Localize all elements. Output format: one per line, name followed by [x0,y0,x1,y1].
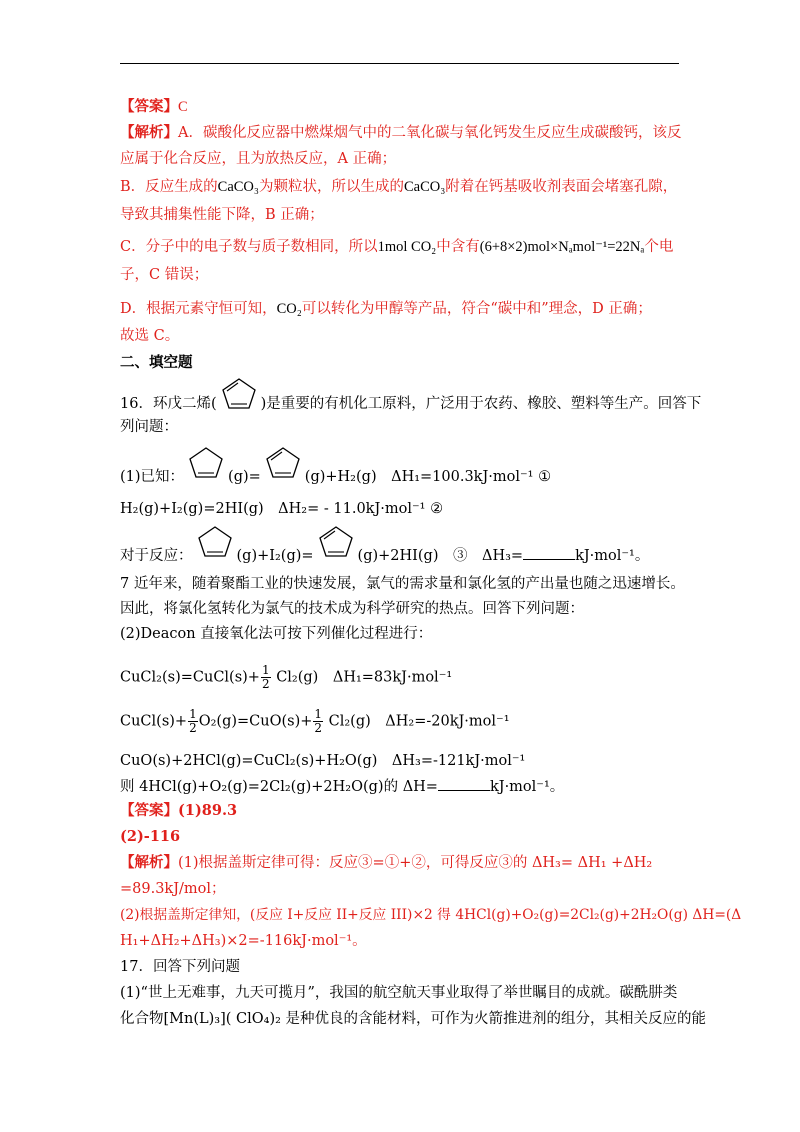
section-title: 二、填空题 [120,354,193,371]
fraction-one-half: $\frac{1}{2}$ [189,707,197,735]
q16-analysis-line1: 【解析】(1)根据盖斯定律可得：反应③=①+②，可得反应③的 ΔH₃= ΔH₁ +ΔH₂ [120,854,653,871]
answer-blank[interactable] [438,776,490,791]
cyclopentadiene-structure-icon [217,375,261,419]
q16-analysis-line3: (2)根据盖斯定律知，(反应 I+反应 II+反应 III)×2 得 4HCl(g)+O₂(g)=2Cl₂(g)+2H₂O(g) ΔH=(Δ [120,907,742,923]
q17-stem: 17．回答下列问题 [120,959,240,975]
q15-answer-line [120,97,188,117]
analysis-tag: 【解析】 [120,124,178,141]
q16-stem-line2: 列问题： [120,419,178,435]
cyclopentene-structure-icon [184,444,228,488]
cyclopentadiene-structure-icon [314,523,358,567]
formula-co2: CO₂ [276,301,302,317]
q16-stem-line1: 16．环戊二烯( )是重要的有机化工原料，广泛用于农药、橡胶、塑料等生产。回答下 [120,389,701,419]
q16-answer-line2: (2)-116 [120,828,181,845]
q16-eq3: 对于反应： (g)+I₂(g)= (g)+2HI(g) ③ ΔH₃= kJ·mol⁻¹。 [120,545,649,567]
fraction-one-half: $\frac{1}{2}$ [261,663,270,691]
answer-blank[interactable] [523,545,575,560]
q16-eq2: H₂(g)+I₂(g)=2HI(g) ΔH₂= - 11.0kJ·mol⁻¹ ② [120,501,444,517]
answer-tag: 【答案】 [120,802,178,819]
q15-analysis-line6: 子，C 错误； [120,267,209,283]
cyclopentene-structure-icon [193,523,237,567]
formula-caco3: CaCO₃ [217,179,259,195]
header-rule [120,63,679,64]
q15-analysis-line4: 导致其捕集性能下降，B 正确； [120,207,324,223]
q15-conclusion: 故选 C。 [120,328,180,344]
q16-deacon-eq1: CuCl₂(s)=CuCl(s)+ $\frac{1}{2}$ Cl₂(g) ΔH₁=83kJ·mol⁻¹ [120,663,453,691]
q15-option-c: C．分子中的电子数与质子数相同，所以1mol CO₂中含有(6+8×2)mol×Nₐmol⁻¹=22Nₐ个电 [120,239,674,255]
fraction-one-half: $\frac{1}{2}$ [314,707,323,735]
q17-part1-line1: (1)“世上无难事，九天可揽月”，我国的航空航天事业取得了举世瞩目的成就。碳酰肼类 [120,985,678,1001]
q15-option-d: D．根据元素守恒可知，CO₂可以转化为甲醇等产品，符合“碳中和”理念，D 正确； [120,301,652,317]
cyclopentadiene-structure-icon [261,444,305,488]
q16-deacon-eq3: CuO(s)+2HCl(g)=CuCl₂(s)+H₂O(g) ΔH₃=-121kJ·mol⁻¹ [120,753,526,769]
formula-caco3: CaCO₃ [403,179,446,195]
formula-co2-mol: 1mol CO₂ [377,239,437,255]
answer-tag: 【答案】 [120,98,178,115]
q16-intro-line1: 7 近年来，随着聚酯工业的快速发展，氯气的需求量和氯化氢的产出量也随之迅速增长。 [120,576,685,592]
q15-analysis-line2: 应属于化合反应，且为放热反应，A 正确； [120,151,397,167]
q16-intro-line2: 因此，将氯化氢转化为氯气的技术成为科学研究的热点。回答下列问题： [120,601,584,617]
q17-part1-line2: 化合物[Mn(L)₃]( ClO₄)₂ 是种优良的含能材料，可作为火箭推进剂的组分，其相关反应的能 [120,1011,707,1027]
q16-answer-line1: 【答案】(1)89.3 [120,802,238,819]
q16-deacon-eq2: CuCl(s)+ $\frac{1}{2}$ O₂(g)=CuO(s)+ $\frac{1}{2}$ Cl₂(g) ΔH₂=-20kJ·mol⁻¹ [120,707,510,735]
q16-part2-question: 则 4HCl(g)+O₂(g)=2Cl₂(g)+2H₂O(g)的 ΔH= kJ·mol⁻¹。 [120,776,564,797]
q16-analysis-line2: =89.3kJ/mol； [120,881,226,897]
q16-analysis-line4: H₁+ΔH₂+ΔH₃)×2=-116kJ·mol⁻¹。 [120,933,367,949]
answer-value: C [178,99,188,115]
q16-eq1: (1)已知： (g)= (g)+H₂(g) ΔH₁=100.3kJ·mol⁻¹ ① [120,466,551,488]
q15-option-b: B．反应生成的CaCO₃为颗粒状，所以生成的CaCO₃附着在钙基吸收剂表面会堵塞孔隙， [120,179,678,195]
q16-part2-intro: (2)Deacon 直接氧化法可按下列催化过程进行： [120,626,433,642]
formula-electron-count: (6+8×2)mol×Nₐmol⁻¹=22Nₐ [479,239,645,255]
q15-analysis-line1: 【解析】A．碳酸化反应器中燃煤烟气中的二氧化碳与氧化钙发生反应生成碳酸钙，该反 [120,124,682,141]
analysis-tag: 【解析】 [120,854,178,871]
